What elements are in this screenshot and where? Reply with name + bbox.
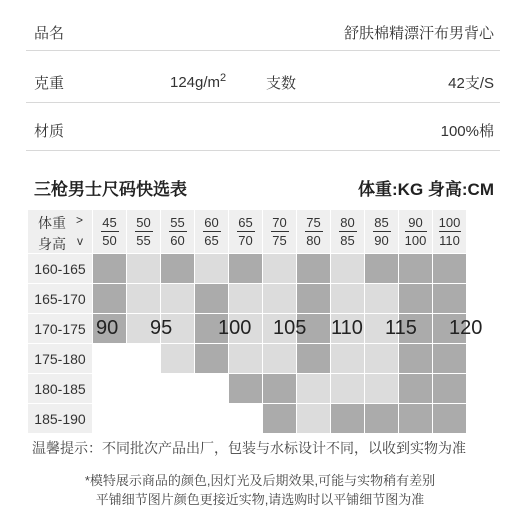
size-label: 120 <box>449 317 483 339</box>
weight-column-header: 50 55 <box>127 210 161 254</box>
disclaimer-line-2: 平铺细节图片颜色更接近实物,请选购时以平铺细节图为准 <box>95 492 425 507</box>
size-label: 95 <box>150 317 173 339</box>
corner-weight-arrow: > <box>76 212 84 227</box>
size-cell <box>263 404 297 434</box>
size-chart-title: 三枪男士尺码快选表 <box>34 180 187 199</box>
size-cell <box>433 284 467 314</box>
size-cell <box>399 284 433 314</box>
size-cell <box>263 374 297 404</box>
size-cell <box>93 374 127 404</box>
size-cell <box>365 404 399 434</box>
name-value: 舒肤棉精漂汗布男背心 <box>343 25 494 42</box>
size-cell <box>365 254 399 284</box>
size-cell <box>331 344 365 374</box>
size-cell <box>195 404 229 434</box>
size-cell <box>365 374 399 404</box>
size-cell <box>433 374 467 404</box>
corner-cell <box>28 210 93 254</box>
size-cell <box>127 404 161 434</box>
size-chart-units: 体重:KG 身高:CM <box>358 180 494 199</box>
header-row <box>28 210 467 254</box>
size-cell <box>161 344 195 374</box>
size-label: 105 <box>273 317 307 339</box>
size-cell <box>161 374 195 404</box>
size-cell <box>93 404 127 434</box>
size-cell <box>263 254 297 284</box>
size-label: 90 <box>96 317 119 339</box>
size-cell <box>399 344 433 374</box>
corner-height-arrow: v <box>77 233 83 248</box>
size-cell <box>263 344 297 374</box>
height-row-label: 180-185 <box>28 374 93 404</box>
size-cell <box>297 254 331 284</box>
weight-column-header: 45 50 <box>93 210 127 254</box>
count-label: 支数 <box>266 75 297 92</box>
material-label: 材质 <box>34 123 65 140</box>
size-cell <box>399 374 433 404</box>
size-cell <box>229 284 263 314</box>
weight-column-header: 75 80 <box>297 210 331 254</box>
size-cell <box>127 254 161 284</box>
size-cell <box>229 404 263 434</box>
corner-height-label: 身高 <box>38 235 66 252</box>
divider <box>26 50 500 51</box>
size-cell <box>93 344 127 374</box>
tip-text: 温馨提示：不同批次产品出厂，包装与水标设计不同，以收到实物为准 <box>32 440 466 456</box>
weight-column-header: 70 75 <box>263 210 297 254</box>
size-cell <box>365 344 399 374</box>
size-cell <box>195 254 229 284</box>
size-cell <box>331 254 365 284</box>
size-cell <box>399 404 433 434</box>
size-cell <box>195 284 229 314</box>
size-cell <box>195 374 229 404</box>
size-cell <box>195 344 229 374</box>
size-label: 115 <box>385 317 417 339</box>
height-row-label: 160-165 <box>28 254 93 284</box>
weight-column-header: 80 85 <box>331 210 365 254</box>
weight-column-header: 65 70 <box>229 210 263 254</box>
weight-column-header: 90 100 <box>399 210 433 254</box>
size-cell <box>297 374 331 404</box>
weight-label: 克重 <box>34 75 65 92</box>
size-cell <box>399 254 433 284</box>
height-row-label: 185-190 <box>28 404 93 434</box>
size-cell <box>331 404 365 434</box>
size-label: 110 <box>331 317 363 339</box>
table-row <box>28 284 467 314</box>
size-cell <box>161 254 195 284</box>
weight-column-header: 55 60 <box>161 210 195 254</box>
size-cell <box>229 344 263 374</box>
divider <box>26 102 500 103</box>
weight-column-header: 100 110 <box>433 210 467 254</box>
size-cell <box>331 374 365 404</box>
size-cell <box>297 404 331 434</box>
weight-column-header: 60 65 <box>195 210 229 254</box>
table-row <box>28 254 467 284</box>
height-row-label: 170-175 <box>28 314 93 344</box>
size-cell <box>161 284 195 314</box>
table-row <box>28 344 467 374</box>
size-cell <box>127 284 161 314</box>
divider <box>26 150 500 151</box>
size-cell <box>433 404 467 434</box>
size-cell <box>127 344 161 374</box>
material-value: 100%棉 <box>440 123 494 140</box>
size-cell <box>331 284 365 314</box>
height-row-label: 175-180 <box>28 344 93 374</box>
size-cell <box>263 284 297 314</box>
size-cell <box>93 254 127 284</box>
size-label: 100 <box>218 317 252 339</box>
size-cell <box>433 254 467 284</box>
weight-value: $124g/m^2$ <box>170 72 227 91</box>
table-row <box>28 404 467 434</box>
count-value: 42支/S <box>448 75 494 92</box>
size-cell <box>365 284 399 314</box>
size-cell <box>93 284 127 314</box>
table-row <box>28 374 467 404</box>
name-label: 品名 <box>34 25 65 42</box>
disclaimer-line-1: *模特展示商品的颜色,因灯光及后期效果,可能与实物稍有差别 <box>84 473 436 488</box>
size-cell <box>229 254 263 284</box>
height-row-label: 165-170 <box>28 284 93 314</box>
size-cell <box>297 284 331 314</box>
corner-weight-label: 体重 <box>38 214 66 231</box>
size-cell <box>229 374 263 404</box>
size-cell <box>433 344 467 374</box>
size-cell <box>161 404 195 434</box>
size-cell <box>127 374 161 404</box>
size-cell <box>297 344 331 374</box>
weight-column-header: 85 90 <box>365 210 399 254</box>
